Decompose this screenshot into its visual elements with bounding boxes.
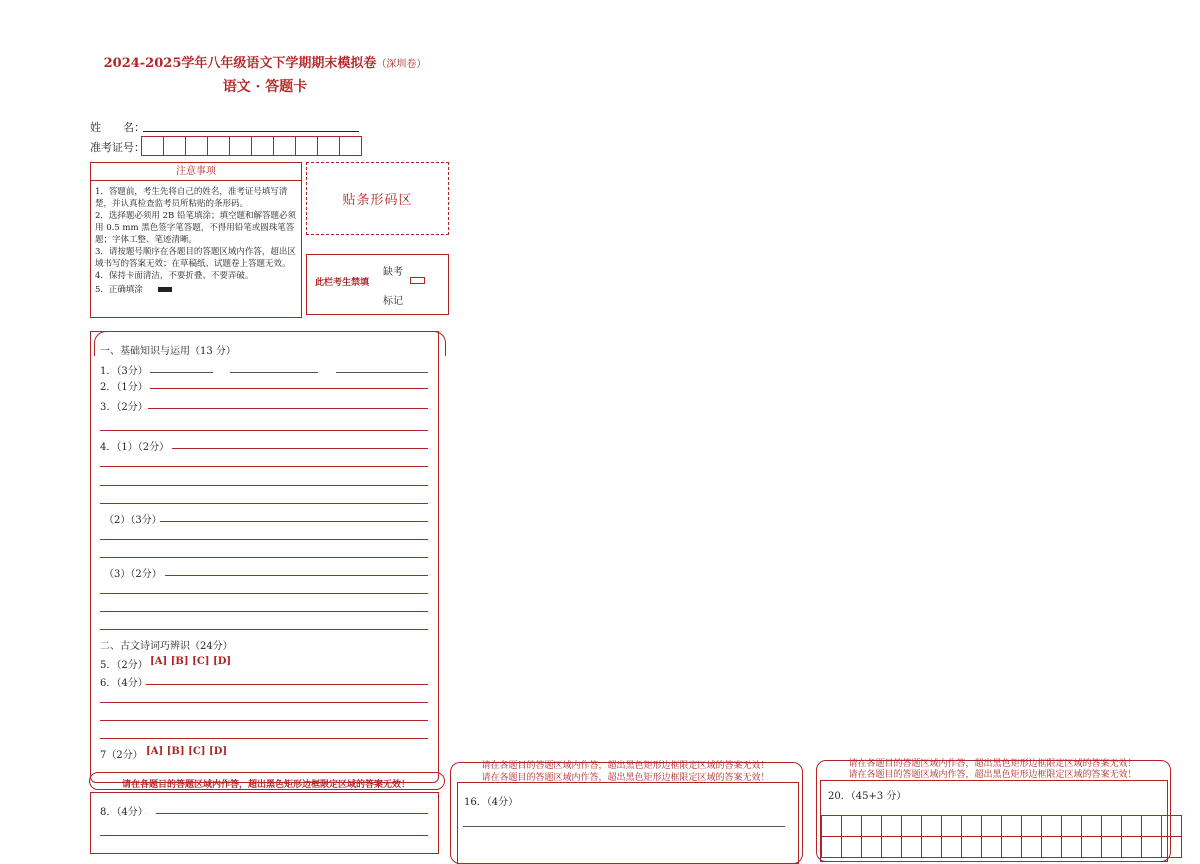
answer-line[interactable] [100, 702, 428, 703]
grid-cell[interactable] [842, 837, 862, 858]
filled-bubble-example [158, 287, 172, 292]
grid-cell[interactable] [902, 837, 922, 858]
answer-line[interactable] [100, 629, 428, 630]
warning-text-top: 请在各题目的答题区域内作答，超出黑色矩形边框限定区域的答案无效！ [481, 761, 770, 771]
section2-heading: 二、古文诗词巧辨识（24分） [100, 641, 233, 652]
title-suffix: （深圳卷） [376, 59, 427, 70]
exam-id-label: 准考证号： [90, 141, 145, 154]
page-title [0, 52, 530, 71]
q4-1-label: 4．（1）（2分） [100, 442, 170, 453]
grid-cell[interactable] [1062, 816, 1082, 837]
grid-cell[interactable] [982, 837, 1002, 858]
answer-line[interactable] [148, 408, 428, 409]
grid-cell[interactable] [1142, 816, 1162, 837]
q2-label: 2．（1分） [100, 382, 148, 393]
answer-line[interactable] [100, 503, 428, 504]
mark-label: 标记 [383, 296, 403, 307]
q5-label: 5．（2分） [100, 660, 148, 671]
notice-heading: 注意事项 [91, 163, 301, 181]
grid-cell[interactable] [962, 837, 982, 858]
q20-label: 20．（45+3 分） [828, 791, 907, 802]
grid-cell[interactable] [822, 837, 842, 858]
grid-cell[interactable] [1042, 816, 1062, 837]
q1-blank-3[interactable] [336, 372, 428, 373]
grid-cell[interactable] [982, 816, 1002, 837]
grid-cell[interactable] [1002, 837, 1022, 858]
grid-cell[interactable] [1162, 816, 1182, 837]
q1-blank-2[interactable] [230, 372, 318, 373]
id-digit-box[interactable] [296, 137, 318, 155]
grid-cell[interactable] [842, 816, 862, 837]
name-field[interactable] [143, 119, 359, 132]
grid-cell[interactable] [1122, 816, 1142, 837]
answer-line[interactable] [100, 593, 428, 594]
notice-item: 4．保持卡面清洁，不要折叠、不要弄破。 [95, 271, 254, 281]
grid-cell[interactable] [1062, 837, 1082, 858]
grid-cell[interactable] [1102, 816, 1122, 837]
warning-text-top: 请在各题目的答题区域内作答，超出黑色矩形边框限定区域的答案无效！ [848, 759, 1137, 769]
absent-restricted-label: 此栏考生禁填 [315, 278, 370, 288]
notice-item: 2．选择题必须用 2B 铅笔填涂；填空题和解答题必须用 0.5 mm 黑色签字笔答题，不得用铅笔或圆珠笔答题；字体工整、笔迹清晰。 [95, 211, 296, 245]
answer-line[interactable] [463, 826, 785, 827]
grid-cell[interactable] [1042, 837, 1062, 858]
absent-mark-box [306, 254, 449, 315]
warning-text: 请在各题目的答题区域内作答，超出黑色矩形边框限定区域的答案无效！ [848, 770, 1137, 780]
grid-cell[interactable] [1102, 837, 1122, 858]
grid-cell[interactable] [922, 837, 942, 858]
exam-id-boxes[interactable] [141, 136, 362, 156]
grid-cell[interactable] [1022, 837, 1042, 858]
answer-line[interactable] [100, 485, 428, 486]
q16-label: 16．（4分） [464, 797, 519, 808]
answer-line[interactable] [146, 684, 428, 685]
notice-item-fill-example [95, 284, 297, 296]
barcode-area: 贴条形码区 [306, 162, 449, 235]
answer-line[interactable] [100, 738, 428, 739]
grid-cell[interactable] [1142, 837, 1162, 858]
grid-cell[interactable] [1082, 816, 1102, 837]
absent-label: 缺考 [383, 267, 403, 278]
q7-options[interactable]: [A] [B] [C] [D] [146, 746, 228, 757]
q8-label: 8．（4分） [100, 807, 148, 818]
grid-cell[interactable] [882, 816, 902, 837]
answer-line[interactable] [100, 539, 428, 540]
grid-cell[interactable] [962, 816, 982, 837]
grid-cell[interactable] [1162, 837, 1182, 858]
id-digit-box[interactable] [318, 137, 340, 155]
answer-line[interactable] [172, 448, 428, 449]
warning-text: 请在各题目的答题区域内作答，超出黑色矩形边框限定区域的答案无效！ [121, 780, 410, 790]
q1-blank-1[interactable] [150, 372, 213, 373]
answer-line[interactable] [160, 521, 428, 522]
answer-panel-q8 [90, 792, 439, 854]
answer-line[interactable] [100, 466, 428, 467]
answer-line[interactable] [100, 835, 428, 836]
id-digit-box[interactable] [208, 137, 230, 155]
q3-label: 3．（2分） [100, 402, 148, 413]
grid-cell[interactable] [1002, 816, 1022, 837]
grid-cell[interactable] [942, 837, 962, 858]
id-digit-box[interactable] [252, 137, 274, 155]
grid-cell[interactable] [942, 816, 962, 837]
q7-label: 7（2分） [100, 750, 143, 761]
name-label: 姓 名： [90, 121, 145, 134]
q1-label: 1．（3分） [100, 366, 148, 377]
id-digit-box[interactable] [340, 137, 361, 155]
answer-line[interactable] [100, 430, 428, 431]
answer-line[interactable] [100, 557, 428, 558]
q5-options[interactable]: [A] [B] [C] [D] [150, 656, 232, 667]
grid-cell[interactable] [862, 816, 882, 837]
page-subtitle: 语文 · 答题卡 [222, 79, 308, 95]
grid-cell[interactable] [882, 837, 902, 858]
warning-text: 请在各题目的答题区域内作答，超出黑色矩形边框限定区域的答案无效！ [481, 773, 770, 783]
id-digit-box[interactable] [230, 137, 252, 155]
answer-line[interactable] [100, 611, 428, 612]
notice-item: 1．答题前，考生先将自己的姓名，准考证号填写清楚，并认真检查监考员所粘贴的条形码。 [95, 187, 288, 209]
notice-item-text: 5．正确填涂 [95, 285, 143, 295]
answer-line[interactable] [156, 813, 428, 814]
section1-heading: 一、基础知识与运用（13 分） [100, 346, 236, 357]
title-text: 2024-2025学年八年级语文下学期期末模拟卷 [103, 56, 377, 71]
q6-label: 6．（4分） [100, 678, 148, 689]
q4-3-label: （3）（2分） [104, 569, 162, 580]
grid-cell[interactable] [822, 816, 842, 837]
grid-cell[interactable] [902, 816, 922, 837]
answer-line[interactable] [150, 388, 428, 389]
grid-cell[interactable] [1022, 816, 1042, 837]
id-digit-box[interactable] [164, 137, 186, 155]
grid-cell[interactable] [862, 837, 882, 858]
answer-line[interactable] [100, 720, 428, 721]
grid-cell[interactable] [922, 816, 942, 837]
q4-2-label: （2）（3分） [104, 515, 162, 526]
id-digit-box[interactable] [186, 137, 208, 155]
absent-bubble[interactable] [410, 277, 425, 284]
grid-cell[interactable] [1122, 837, 1142, 858]
notice-item: 3．请按题号顺序在各题目的答题区域内作答，超出区域书写的答案无效；在草稿纸、试题卷上答题无效。 [95, 247, 296, 269]
grid-cell[interactable] [1082, 837, 1102, 858]
id-digit-box[interactable] [142, 137, 164, 155]
answer-line[interactable] [165, 575, 428, 576]
id-digit-box[interactable] [274, 137, 296, 155]
notice-box [90, 162, 302, 318]
composition-grid[interactable] [821, 815, 1182, 858]
